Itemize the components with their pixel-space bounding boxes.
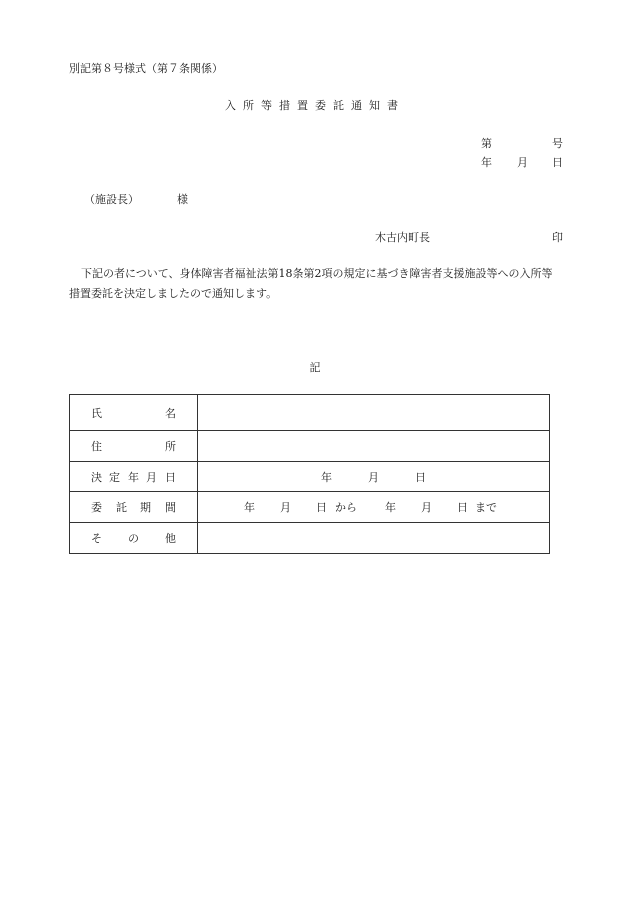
label-char: 託 bbox=[116, 501, 127, 514]
period-end-day: 日 bbox=[457, 501, 468, 514]
addressee-line bbox=[84, 191, 188, 207]
number-suffix: 号 bbox=[552, 137, 563, 150]
detail-table bbox=[69, 394, 550, 554]
notice-body: 下記の者について、身体障害者福祉法第18条第2項の規定に基づき障害者支援施設等への入所等措置委託を決定しましたので通知します。 bbox=[69, 267, 553, 300]
label-char: 期 bbox=[140, 501, 151, 514]
label-other bbox=[70, 523, 198, 554]
table-row-address bbox=[70, 431, 550, 462]
label-char: 決 bbox=[91, 470, 102, 484]
decision-day: 日 bbox=[415, 470, 426, 484]
date-year: 年 bbox=[481, 156, 492, 169]
seal-mark: 印 bbox=[552, 231, 563, 244]
label-char: 間 bbox=[165, 501, 176, 514]
value-other bbox=[198, 523, 550, 554]
number-prefix: 第 bbox=[481, 137, 492, 150]
label-char: 年 bbox=[128, 470, 139, 484]
label-char: 住 bbox=[91, 440, 102, 453]
decision-year: 年 bbox=[321, 470, 332, 484]
label-char: 月 bbox=[146, 470, 157, 484]
sender-name: 木古内町長 bbox=[375, 231, 430, 244]
sender-line bbox=[375, 229, 563, 245]
label-char: 他 bbox=[165, 532, 176, 545]
value-period bbox=[198, 492, 550, 523]
label-address bbox=[70, 431, 198, 462]
document-title: 入所等措置委託通知書 bbox=[225, 99, 405, 112]
label-char: 委 bbox=[91, 501, 102, 514]
label-char: の bbox=[128, 532, 139, 545]
label-char: 所 bbox=[165, 440, 176, 453]
period-end-year: 年 bbox=[385, 501, 396, 514]
period-start-month: 月 bbox=[280, 501, 291, 514]
decision-month: 月 bbox=[368, 470, 379, 484]
period-start-year: 年 bbox=[244, 501, 255, 514]
label-char: 定 bbox=[109, 470, 120, 484]
label-char: 氏 bbox=[91, 406, 102, 420]
label-period bbox=[70, 492, 198, 523]
table-row-decision-date bbox=[70, 462, 550, 492]
period-from-text: から bbox=[335, 501, 357, 514]
addressee-honorific: 様 bbox=[177, 193, 188, 206]
table-row-name bbox=[70, 395, 550, 431]
label-name bbox=[70, 395, 198, 431]
form-identifier: 別記第８号様式（第７条関係） bbox=[69, 62, 223, 75]
period-end-month: 月 bbox=[421, 501, 432, 514]
label-char: そ bbox=[91, 532, 102, 545]
date-day: 日 bbox=[552, 156, 563, 169]
date-month: 月 bbox=[517, 156, 528, 169]
value-decision-date bbox=[198, 462, 550, 492]
addressee-label: （施設長） bbox=[84, 193, 139, 206]
label-decision-date bbox=[70, 462, 198, 492]
value-name bbox=[198, 395, 550, 431]
ki-heading: 記 bbox=[309, 361, 321, 374]
label-char: 日 bbox=[165, 470, 176, 484]
period-until-text: まで bbox=[475, 501, 497, 514]
value-address bbox=[198, 431, 550, 462]
label-char: 名 bbox=[165, 406, 176, 420]
period-start-day: 日 bbox=[316, 501, 327, 514]
table-row-period bbox=[70, 492, 550, 523]
table-row-other bbox=[70, 523, 550, 554]
